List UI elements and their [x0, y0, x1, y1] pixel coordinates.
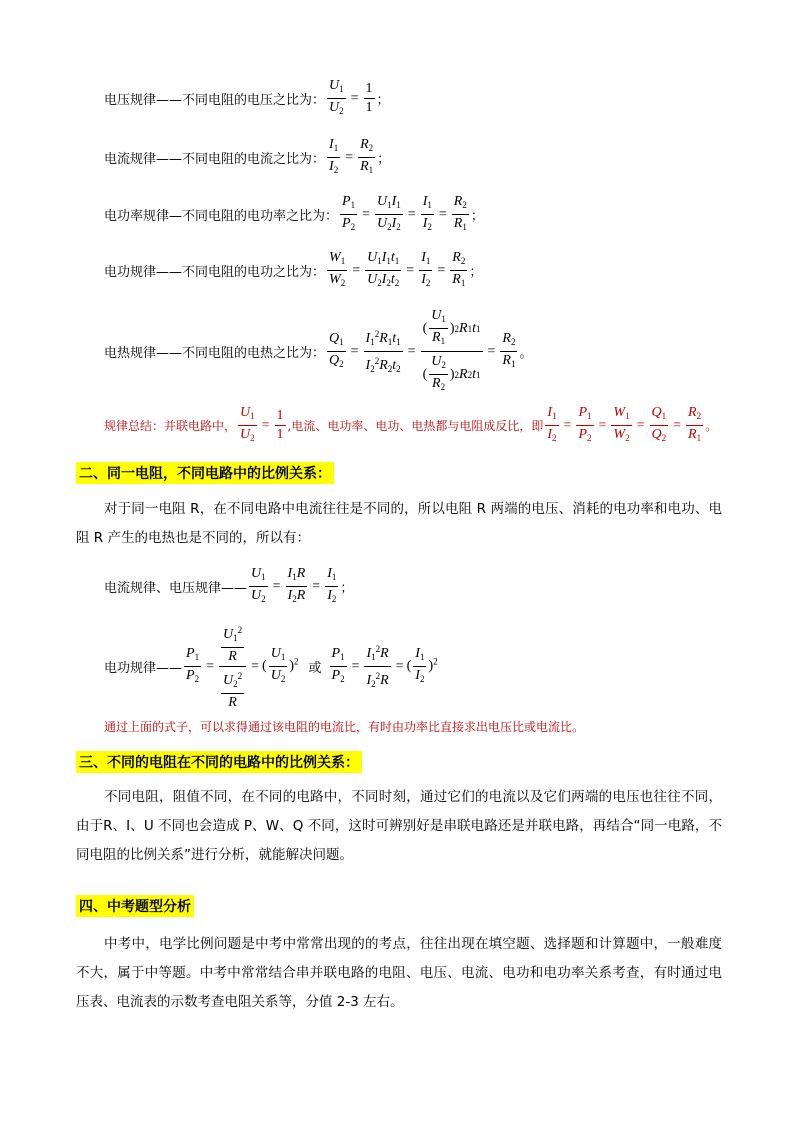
work-rule: 电功规律——不同电阻的电功之比为： $\frac{W_1}{W_2}$ = $\frac{U_1I_1t_1}{U_2I_2t_2}$ = $\frac{I_1}{I_2}$ = $\frac{R_2}{R_1}$ ；: [104, 250, 482, 291]
current-rule-text: 电流规律——不同电阻的电流之比为：: [104, 152, 326, 167]
section4-heading: 四、中考题型分析: [76, 895, 194, 917]
power-formula: $\frac{P_1}{P_2}$ = $\frac{U_1I_1}{U_2I_2}$ = $\frac{I_1}{I_2}$ = $\frac{R_2}{R_1}$: [342, 194, 467, 232]
section4-paragraph: 中考中，电学比例问题是中考中常常出现的的考点，往往出现在填空题、选择题和计算题中，一般难度不大，属于中等题。中考中常常结合串并联电路的电阻、电压、电流、电功和电功率关系考查，有时通过电压表、电流表的示数考查电阻关系等，分值 2-3 左右。: [76, 936, 722, 1010]
section2-note: 通过上面的式子，可以求得通过该电阻的电流比，有时由功率比直接求出电压比或电流比。: [104, 720, 585, 734]
work-formula: $\frac{W_1}{W_2}$ = $\frac{U_1I_1t_1}{U_2I_2t_2}$ = $\frac{I_1}{I_2}$ = $\frac{R_2}{R_1}$: [329, 250, 466, 288]
current-rule: 电流规律——不同电阻的电流之比为： $\frac{I_1}{I_2}$ = $\frac{R_2}{R_1}$ ；: [104, 137, 390, 178]
summary-middle: ,电流、电功率、电功、电热都与电阻成反比，即: [287, 419, 544, 433]
section2-paragraph: 对于同一电阻 R，在不同电路中电流往往是不同的，所以电阻 R 两端的电压、消耗的电功率和电功、电阻 R 产生的电热也是不同的，所以有：: [76, 501, 722, 546]
current-formula: $\frac{I_1}{I_2}$ = $\frac{R_2}{R_1}$: [329, 137, 374, 175]
section2-rule-p: 电功规律—— $\frac{P_1}{P_2}$ = $\frac{\frac{U_1^2}{R}}{\frac{U_2^2}{R}}$ = ( $\frac{U_1}{U_2}$ )$^2$ 或 $\frac{P_1}{P_2}$ = $\frac{I_1^2R}{I_2^2R}$ = ( $\frac{I_1}{I_2}$ )$^2$: [104, 622, 438, 711]
section2-heading: 二、同一电阻，不同电路中的比例关系：: [76, 462, 334, 484]
section2-rule-ui: 电流规律、电压规律—— $\frac{U_1}{U_2}$ = $\frac{I_1R}{I_2R}$ = $\frac{I_1}{I_2}$ ；: [104, 566, 354, 604]
parallel-summary: 规律总结：并联电路中， $\frac{U_1}{U_2}$ = $\frac{1}{1}$ ,电流、电功率、电功、电热都与电阻成反比，即 $\frac{I_1}{I_2}$ = $\frac{P_1}{P_2}$ = $\frac{W_1}{W_2}$ = $\frac{Q_1}{Q_2}$ = $\frac{R_2}{R_1}$ 。: [104, 405, 718, 443]
power-rule: 电功率规律—不同电阻的电功率之比为： $\frac{P_1}{P_2}$ = $\frac{U_1I_1}{U_2I_2}$ = $\frac{I_1}{I_2}$ = $\frac{R_2}{R_1}$ ；: [104, 194, 484, 235]
heat-formula: $\frac{Q_1}{Q_2}$ = $\frac{I_1^2R_1t_1}{I_2^2R_2t_2}$ = ( $\frac{U_1}{R_1}$ ) 2 R 1 t 1 ( $\frac{U_2}{R_2}$ ) 2 R 2 t 1 = $\frac{R_2}{R_1}$: [329, 308, 516, 392]
summary-prefix: 规律总结：并联电路中，: [104, 419, 237, 433]
power-rule-text: 电功率规律—不同电阻的电功率之比为：: [104, 209, 339, 224]
section3-paragraph: 不同电阻，阻值不同，在不同的电路中，不同时刻，通过它们的电流以及它们两端的电压也往往不同，由于R、I、U 不同也会造成 P、W、Q 不同，这时可辨别好是串联电路还是并联电路，再结合“同一电路，不同电阻的比例关系”进行分析，就能解决问题。: [76, 789, 722, 863]
heat-rule-text: 电热规律——不同电阻的电热之比为：: [104, 346, 326, 361]
work-rule-text: 电功规律——不同电阻的电功之比为：: [104, 265, 326, 280]
voltage-rule: 电压规律——不同电阻的电压之比为： $\frac{U_1}{U_2}$ = $\frac{1}{1}$ ；: [104, 78, 390, 119]
voltage-rule-text: 电压规律——不同电阻的电压之比为：: [104, 93, 326, 108]
heat-rule: 电热规律——不同电阻的电热之比为： $\frac{Q_1}{Q_2}$ = $\frac{I_1^2R_1t_1}{I_2^2R_2t_2}$ = ( $\frac{U_1}{R_1}$ ) 2 R 1 t 1 ( $\frac{U_2}{R_2}$ ) 2 R 2 t 1 = $\frac{R_2}{R_1}$ 。: [104, 308, 532, 395]
section3-heading: 三、不同的电阻在不同的电路中的比例关系：: [76, 751, 362, 773]
voltage-formula: $\frac{U_1}{U_2}$ = $\frac{1}{1}$: [329, 78, 373, 116]
